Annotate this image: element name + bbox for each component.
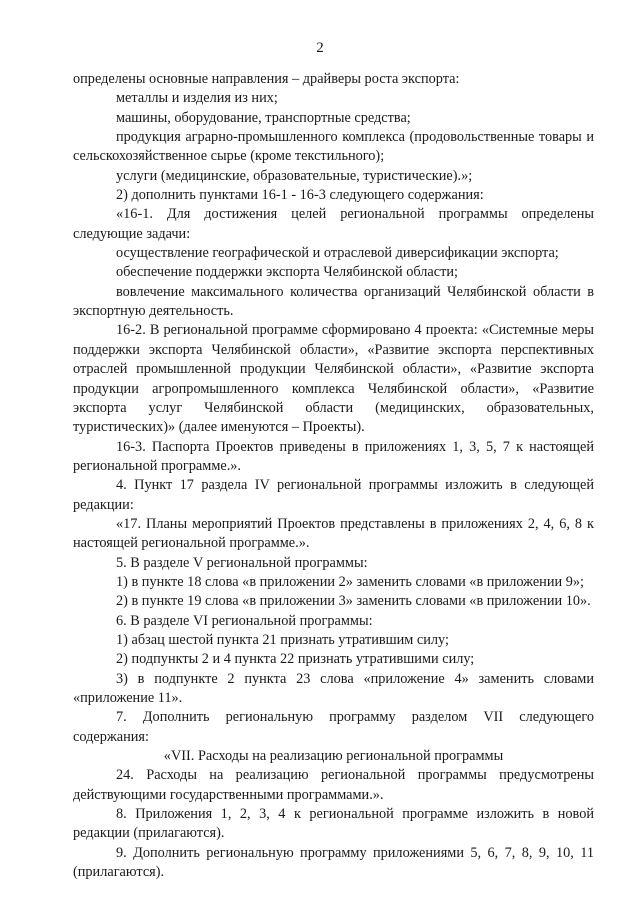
paragraph: 16-3. Паспорта Проектов приведены в приложениях 1, 3, 5, 7 к настоящей региональной программе.». [73, 438, 594, 474]
paragraph: 6. В разделе VI региональной программы: [116, 612, 373, 629]
paragraph: 2) дополнить пунктами 16-1 - 16-3 следующего содержания: [116, 187, 484, 204]
document-body [73, 70, 594, 882]
paragraph: металлы и изделия из них; [116, 90, 278, 107]
paragraph: 1) абзац шестой пункта 21 признать утратившим силу; [116, 631, 449, 648]
paragraph: определены основные направления – драйверы роста экспорта: [73, 71, 460, 87]
paragraph: 24. Расходы на реализацию региональной программы предусмотрены действующими государственными программами.». [73, 767, 594, 803]
paragraph: «16-1. Для достижения целей региональной программы определены следующие задачи: [73, 206, 594, 242]
paragraph: машины, оборудование, транспортные средства; [116, 109, 411, 126]
paragraph: вовлечение максимального количества организаций Челябинской области в экспортную деятельность. [73, 283, 594, 320]
paragraph: 9. Дополнить региональную программу приложениями 5, 6, 7, 8, 9, 10, 11 (прилагаются). [73, 844, 594, 881]
paragraph: 8. Приложения 1, 2, 3, 4 к региональной программе изложить в новой редакции (прилагаются). [73, 806, 594, 842]
paragraph: 2) подпункты 2 и 4 пункта 22 признать утратившими силу; [116, 651, 475, 668]
paragraph: 4. Пункт 17 раздела IV региональной программы изложить в следующей редакции: [73, 477, 594, 513]
paragraph: 2) в пункте 19 слова «в приложении 3» заменить словами «в приложении 10». [116, 593, 591, 610]
paragraph: 1) в пункте 18 слова «в приложении 2» заменить словами «в приложении 9»; [116, 573, 584, 590]
section-heading: «VII. Расходы на реализацию региональной программы [163, 748, 504, 765]
paragraph: 5. В разделе V региональной программы: [116, 554, 368, 571]
paragraph: 3) в подпункте 2 пункта 23 слова «приложение 4» заменить словами «приложение 11». [73, 670, 594, 706]
paragraph: обеспечение поддержки экспорта Челябинской области; [116, 264, 458, 281]
paragraph: услуги (медицинские, образовательные, туристические).»; [116, 167, 473, 184]
page-number: 2 [316, 40, 324, 56]
paragraph: «17. Планы мероприятий Проектов представлены в приложениях 2, 4, 6, 8 к настоящей региональной программе.». [73, 515, 594, 552]
paragraph: 7. Дополнить региональную программу разделом VII следующего содержания: [73, 709, 594, 745]
paragraph: осуществление географической и отраслевой диверсификации экспорта; [116, 245, 559, 262]
paragraph: продукция аграрно-промышленного комплекса (продовольственные товары и сельскохозяйственное сырье (кроме текстильного); [73, 129, 594, 165]
paragraph: 16-2. В региональной программе сформировано 4 проекта: «Системные меры поддержки экспорта Челябинской области», «Развитие экспорта перспективных отраслей промышленной продукции Челябинской области», «Развитие экспорта продукции агропромышленного комплекса Челябинской области», «Развитие экспорта услуг Челябинской области (медицинских, образовательных, туристических)» (далее именуются – Проекты). [73, 322, 594, 436]
